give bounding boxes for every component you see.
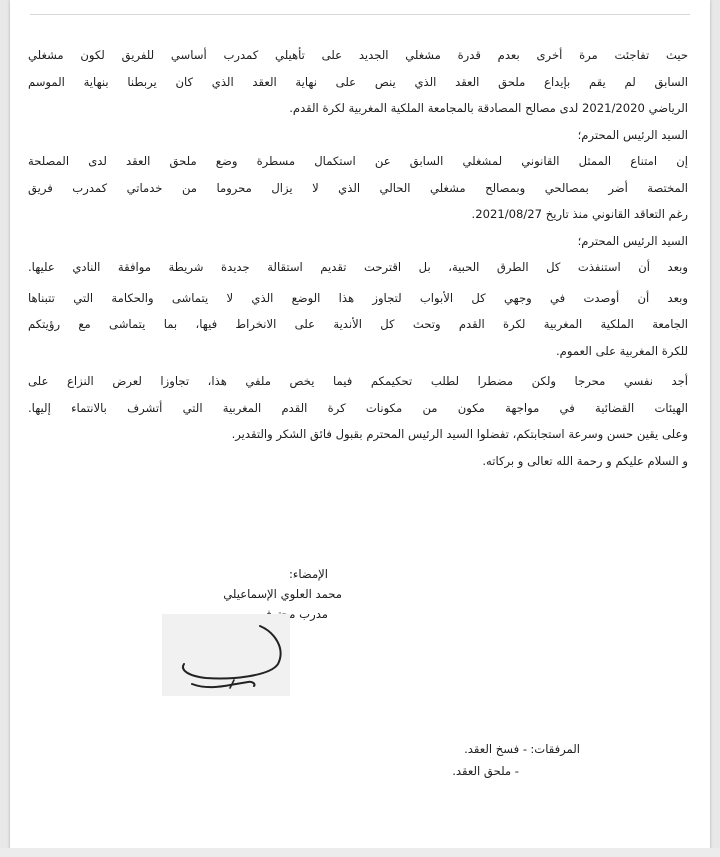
attachment-item: - ملحق العقد.: [452, 764, 519, 778]
body-line: وعلى يقين حسن وسرعة استجابتكم، تفضلوا السيد الرئيس المحترم بقبول فائق الشكر والتقدير.: [231, 427, 688, 441]
body-line: الجامعة الملكية المغربية لكرة القدم وتحث كل الأندية على الانخراط فيها، بما يتماشى مع رؤيتكم: [28, 317, 688, 331]
body-line: رغم التعاقد القانوني منذ تاريخ 2021/08/27.: [471, 207, 688, 221]
body-line: للكرة المغربية على العموم.: [555, 343, 688, 358]
body-line: حيث تفاجئت مرة أخرى بعدم قدرة مشغلي الجديد على تأهيلي كمدرب أساسي للفريق لكون مشغلي: [28, 48, 688, 62]
signature-label: الإمضاء:: [289, 567, 328, 581]
attachments-label: المرفقات:: [530, 742, 580, 756]
closing-line: و السلام عليكم و رحمة الله تعالى و بركاته.: [482, 453, 688, 468]
signatory-name: محمد العلوي الإسماعيلي: [223, 587, 342, 601]
top-divider: [30, 14, 690, 15]
body-line: السابق لم يقم بإيداع ملحق العقد الذي ينص على نهاية العقد الذي كان يربطنا بنهاية الموسم: [28, 74, 688, 89]
signatory-title: مدرب محترف: [259, 607, 328, 621]
body-line: وبعد أن أوصدت في وجهي كل الأبواب لتجاوز هذا الوضع الذي لا يتماشى والحكامة التي تتبناها: [28, 290, 688, 305]
salutation: السيد الرئيس المحترم؛: [577, 127, 688, 142]
body-line: أجد نفسي محرجا ولكن مضطرا لطلب تحكيمكم فيما يخص ملفي هذا، تجاوزا لعرض النزاع على: [28, 374, 688, 388]
body-line: الرياضي 2021/2020 لدى مصالح المصادقة بالمجامعة الملكية المغربية لكرة القدم.: [289, 101, 688, 115]
body-line: وبعد أن استنفذت كل الطرق الحبية، بل اقترحت تقديم استقالة جديدة شريطة موافقة النادي عليها.: [28, 260, 688, 274]
handwritten-signature: [162, 614, 290, 696]
body-line: المختصة أضر بمصالحي وبمصالح مشغلي الحالي الذي لا يزال محروما من خدماتي كمدرب فريق: [28, 180, 688, 195]
letter-page: [10, 0, 710, 857]
bottom-edge: [0, 848, 720, 857]
body-line: إن امتناع الممثل القانوني لمشغلي السابق عن استكمال مسطرة وضع ملحق العقد لدى المصلحة: [28, 154, 688, 168]
attachment-item: - فسخ العقد.: [464, 742, 527, 756]
body-line: الهيئات القضائية في مواجهة مكون من مكونات كرة القدم المغربية التي أتشرف بالانتماء إليها.: [28, 400, 688, 415]
salutation: السيد الرئيس المحترم؛: [577, 233, 688, 248]
letter-body: [28, 42, 688, 474]
